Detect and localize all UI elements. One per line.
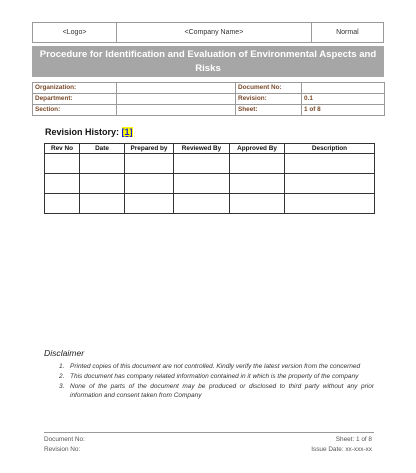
- sheet-label: Sheet:: [236, 105, 302, 116]
- column-header: Date: [80, 144, 125, 154]
- revision-history-title: [45, 127, 133, 137]
- organization-value: [117, 83, 236, 94]
- footer-issue-date: Issue Date: xx-xxx-xx: [311, 446, 372, 453]
- status-cell: Normal: [311, 23, 383, 43]
- organization-label: Organization:: [33, 83, 117, 94]
- table-row: [45, 194, 375, 214]
- document-title: Procedure for Identification and Evaluation of Environmental Aspects and Risks: [32, 46, 384, 77]
- column-header: Reviewed By: [174, 144, 230, 154]
- revision-history-link[interactable]: [1]: [121, 127, 133, 137]
- document-no-label: Document No:: [236, 83, 302, 94]
- revision-history-table: [44, 143, 375, 214]
- footer-divider: [44, 432, 374, 433]
- department-label: Department:: [33, 94, 117, 105]
- company-name-cell: <Company Name>: [117, 23, 312, 43]
- column-header: Rev No: [45, 144, 80, 154]
- revision-label: Revision:: [236, 94, 302, 105]
- list-item-number: 2.: [59, 373, 65, 380]
- table-row: [45, 154, 375, 174]
- header-table: [32, 22, 384, 43]
- list-item-text: Printed copies of this document are not controlled. Kindly verify the latest version from the concerned: [70, 363, 361, 370]
- list-item-text: This document has company related information contained in it which is the property of the company: [70, 373, 359, 380]
- list-item: [44, 362, 374, 371]
- section-value: [117, 105, 236, 116]
- revision-header-row: [45, 144, 375, 154]
- revision-history-label: Revision History:: [45, 127, 120, 137]
- column-header: Description: [285, 144, 375, 154]
- list-item: [44, 372, 374, 381]
- section-label: Section:: [33, 105, 117, 116]
- disclaimer-title: Disclaimer: [44, 348, 85, 358]
- logo-cell: <Logo>: [33, 23, 117, 43]
- footer-sheet: Sheet: 1 of 8: [335, 436, 372, 443]
- revision-value: 0.1: [302, 94, 385, 105]
- table-row: [45, 174, 375, 194]
- document-no-value: [302, 83, 385, 94]
- list-item: [44, 382, 374, 400]
- department-value: [117, 94, 236, 105]
- column-header: Prepared by: [125, 144, 174, 154]
- sheet-value: 1 of 8: [302, 105, 385, 116]
- column-header: Approved By: [230, 144, 285, 154]
- list-item-number: 1.: [59, 363, 65, 370]
- list-item-number: 3.: [59, 383, 65, 390]
- footer-document-no: Document No:: [44, 436, 85, 443]
- list-item-text: None of the parts of the document may be produced or disclosed to third party without any prior information and consent taken from Company: [70, 383, 374, 399]
- info-table: [32, 82, 385, 116]
- disclaimer-list: [44, 362, 374, 401]
- footer-revision-no: Revision No:: [44, 446, 81, 453]
